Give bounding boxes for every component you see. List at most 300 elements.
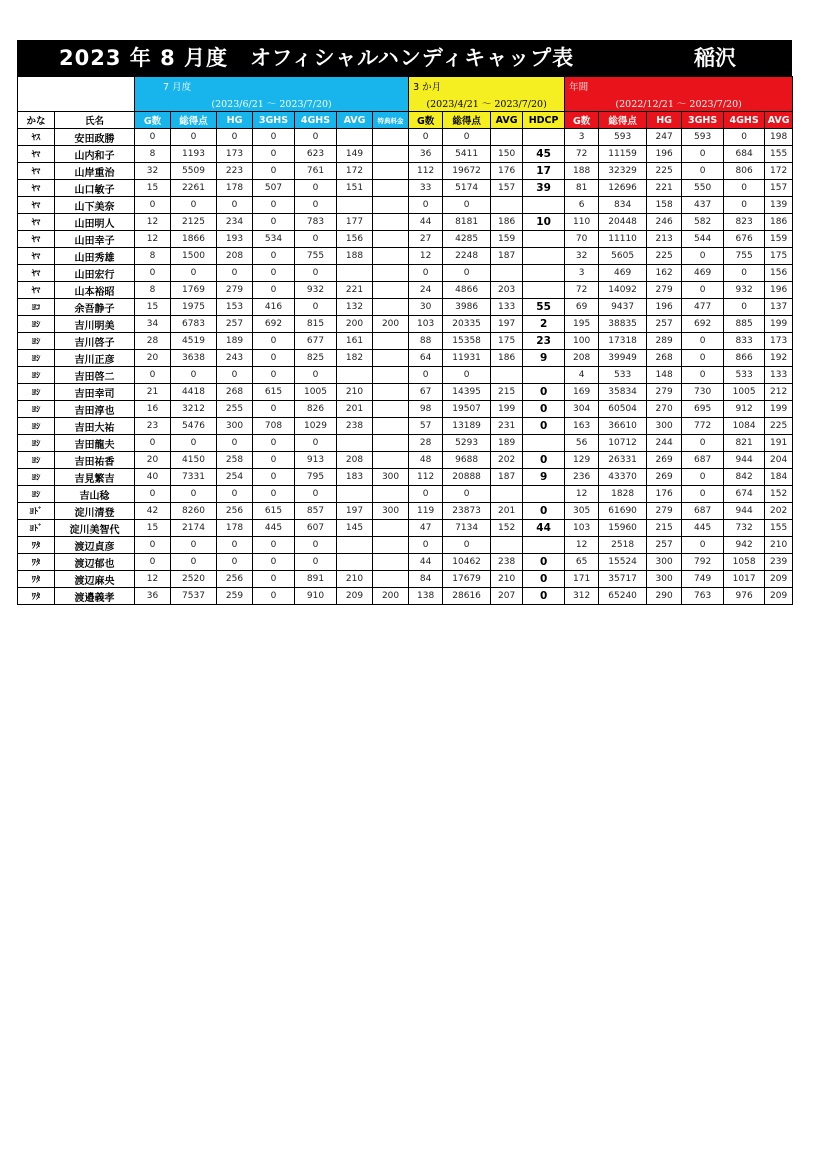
yearly-3ghs-cell: 0 (682, 486, 724, 503)
col-header-monthly-bonus: 特典料金 (373, 112, 409, 129)
yearly-avg-cell: 137 (765, 299, 793, 316)
yearly-avg-cell: 133 (765, 367, 793, 384)
monthly-4ghs-cell: 0 (295, 180, 337, 197)
three-month-hdcp-cell (523, 367, 565, 384)
member-name: 淀川美智代 (55, 520, 135, 537)
monthly-games-cell: 0 (135, 129, 171, 146)
three-month-games-cell: 12 (409, 248, 443, 265)
table-row (18, 486, 793, 503)
monthly-avg-cell: 145 (337, 520, 373, 537)
monthly-4ghs-cell: 677 (295, 333, 337, 350)
three-month-games-cell: 33 (409, 180, 443, 197)
yearly-4ghs-cell: 1058 (724, 554, 765, 571)
monthly-4ghs-cell: 795 (295, 469, 337, 486)
member-name: 吉山稔 (55, 486, 135, 503)
yearly-total-cell: 60504 (599, 401, 647, 418)
monthly-bonus-cell (373, 384, 409, 401)
monthly-avg-cell: 183 (337, 469, 373, 486)
monthly-3ghs-cell: 0 (253, 248, 295, 265)
three-month-games-cell: 64 (409, 350, 443, 367)
monthly-games-cell: 12 (135, 231, 171, 248)
kana-cell: ﾔｽ (18, 129, 55, 146)
yearly-total-cell: 14092 (599, 282, 647, 299)
monthly-3ghs-cell: 615 (253, 503, 295, 520)
three-month-total-cell: 28616 (443, 588, 491, 605)
yearly-avg-cell: 225 (765, 418, 793, 435)
monthly-3ghs-cell: 0 (253, 282, 295, 299)
yearly-avg-cell: 209 (765, 571, 793, 588)
yearly-3ghs-cell: 469 (682, 265, 724, 282)
monthly-total-cell: 2520 (171, 571, 217, 588)
three-month-games-cell: 112 (409, 163, 443, 180)
yearly-hg-cell: 300 (647, 418, 682, 435)
monthly-bonus-cell (373, 452, 409, 469)
yearly-4ghs-cell: 0 (724, 299, 765, 316)
yearly-hg-cell: 162 (647, 265, 682, 282)
table-row (18, 554, 793, 571)
yearly-hg-cell: 269 (647, 452, 682, 469)
kana-cell: ﾜﾀ (18, 554, 55, 571)
three-month-games-cell: 84 (409, 571, 443, 588)
monthly-bonus-cell: 200 (373, 316, 409, 333)
table-row (18, 265, 793, 282)
yearly-games-cell: 129 (565, 452, 599, 469)
yearly-total-cell: 1828 (599, 486, 647, 503)
monthly-period: (2023/6/21 ～ 2023/7/20) (135, 94, 409, 112)
member-name: 山内和子 (55, 146, 135, 163)
monthly-bonus-cell (373, 571, 409, 588)
kana-cell: ﾔﾏ (18, 146, 55, 163)
yearly-hg-cell: 246 (647, 214, 682, 231)
yearly-games-cell: 171 (565, 571, 599, 588)
three-month-avg-cell: 197 (491, 316, 523, 333)
table-row (18, 248, 793, 265)
monthly-games-cell: 8 (135, 146, 171, 163)
yearly-hg-cell: 158 (647, 197, 682, 214)
yearly-hg-cell: 221 (647, 180, 682, 197)
monthly-games-cell: 0 (135, 537, 171, 554)
monthly-total-cell: 5476 (171, 418, 217, 435)
yearly-hg-cell: 257 (647, 537, 682, 554)
table-row (18, 350, 793, 367)
member-name: 吉川明美 (55, 316, 135, 333)
three-month-games-cell: 103 (409, 316, 443, 333)
three-month-avg-cell: 157 (491, 180, 523, 197)
yearly-3ghs-cell: 0 (682, 248, 724, 265)
three-month-total-cell: 14395 (443, 384, 491, 401)
monthly-games-cell: 8 (135, 282, 171, 299)
monthly-4ghs-cell: 0 (295, 265, 337, 282)
yearly-games-cell: 305 (565, 503, 599, 520)
yearly-3ghs-cell: 0 (682, 435, 724, 452)
monthly-hg-cell: 0 (217, 554, 253, 571)
member-name: 渡辺貞彦 (55, 537, 135, 554)
yearly-games-cell: 163 (565, 418, 599, 435)
three-month-hdcp-cell (523, 486, 565, 503)
member-name: 山本裕昭 (55, 282, 135, 299)
table-row (18, 571, 793, 588)
monthly-hg-cell: 268 (217, 384, 253, 401)
three-month-total-cell: 3986 (443, 299, 491, 316)
table-row (18, 129, 793, 146)
yearly-total-cell: 20448 (599, 214, 647, 231)
table-row (18, 588, 793, 605)
yearly-3ghs-cell: 749 (682, 571, 724, 588)
page-title: 2023 年 8 月度 オフィシャルハンディキャップ表 (59, 46, 575, 70)
table-row (18, 146, 793, 163)
monthly-3ghs-cell: 0 (253, 554, 295, 571)
yearly-games-cell: 3 (565, 129, 599, 146)
yearly-total-cell: 533 (599, 367, 647, 384)
monthly-4ghs-cell: 0 (295, 367, 337, 384)
three-month-hdcp-cell: 0 (523, 401, 565, 418)
kana-cell: ﾖｺ (18, 299, 55, 316)
column-header-row (18, 112, 793, 129)
yearly-4ghs-cell: 944 (724, 452, 765, 469)
yearly-games-cell: 69 (565, 299, 599, 316)
col-header-yearly-total: 総得点 (599, 112, 647, 129)
table-row (18, 452, 793, 469)
monthly-total-cell: 7331 (171, 469, 217, 486)
monthly-bonus-cell (373, 163, 409, 180)
location-label: 稲沢 (694, 46, 736, 70)
yearly-4ghs-cell: 942 (724, 537, 765, 554)
yearly-hg-cell: 247 (647, 129, 682, 146)
three-month-games-cell: 112 (409, 469, 443, 486)
col-header-yearly-avg: AVG (765, 112, 793, 129)
monthly-4ghs-cell: 826 (295, 401, 337, 418)
three-month-avg-cell (491, 486, 523, 503)
monthly-4ghs-cell: 910 (295, 588, 337, 605)
kana-cell: ﾔﾏ (18, 231, 55, 248)
three-month-total-cell: 0 (443, 367, 491, 384)
yearly-avg-cell: 199 (765, 401, 793, 418)
monthly-avg-cell: 188 (337, 248, 373, 265)
monthly-avg-cell: 210 (337, 384, 373, 401)
three-month-total-cell: 7134 (443, 520, 491, 537)
monthly-games-cell: 36 (135, 588, 171, 605)
monthly-4ghs-cell: 623 (295, 146, 337, 163)
yearly-hg-cell: 270 (647, 401, 682, 418)
yearly-3ghs-cell: 695 (682, 401, 724, 418)
yearly-total-cell: 11110 (599, 231, 647, 248)
monthly-avg-cell (337, 537, 373, 554)
three-month-avg-cell: 186 (491, 350, 523, 367)
three-month-total-cell: 0 (443, 265, 491, 282)
three-month-avg-cell: 186 (491, 214, 523, 231)
yearly-total-cell: 5605 (599, 248, 647, 265)
table-row (18, 384, 793, 401)
table-row (18, 418, 793, 435)
kana-cell: ﾔﾏ (18, 163, 55, 180)
title-bar (17, 40, 792, 76)
monthly-avg-cell (337, 367, 373, 384)
kana-cell: ﾔﾏ (18, 180, 55, 197)
member-name: 安田政勝 (55, 129, 135, 146)
monthly-hg-cell: 189 (217, 333, 253, 350)
yearly-3ghs-cell: 772 (682, 418, 724, 435)
three-month-total-cell: 4866 (443, 282, 491, 299)
monthly-avg-cell: 149 (337, 146, 373, 163)
monthly-hg-cell: 0 (217, 129, 253, 146)
monthly-hg-cell: 193 (217, 231, 253, 248)
member-name: 渡邉義孝 (55, 588, 135, 605)
monthly-4ghs-cell: 0 (295, 197, 337, 214)
yearly-4ghs-cell: 866 (724, 350, 765, 367)
monthly-games-cell: 20 (135, 350, 171, 367)
member-name: 吉田啓二 (55, 367, 135, 384)
member-name: 山田幸子 (55, 231, 135, 248)
monthly-games-cell: 12 (135, 214, 171, 231)
yearly-4ghs-cell: 0 (724, 180, 765, 197)
yearly-total-cell: 11159 (599, 146, 647, 163)
monthly-total-cell: 4150 (171, 452, 217, 469)
kana-cell: ﾔﾏ (18, 265, 55, 282)
monthly-3ghs-cell: 507 (253, 180, 295, 197)
monthly-total-cell: 0 (171, 265, 217, 282)
monthly-4ghs-cell: 783 (295, 214, 337, 231)
three-month-hdcp-cell: 2 (523, 316, 565, 333)
three-month-avg-cell: 152 (491, 520, 523, 537)
monthly-total-cell: 7537 (171, 588, 217, 605)
three-month-avg-cell (491, 367, 523, 384)
three-month-total-cell: 8181 (443, 214, 491, 231)
kana-cell: ﾔﾏ (18, 214, 55, 231)
yearly-avg-cell: 196 (765, 282, 793, 299)
monthly-avg-cell: 209 (337, 588, 373, 605)
three-month-avg-cell: 176 (491, 163, 523, 180)
yearly-4ghs-cell: 912 (724, 401, 765, 418)
monthly-hg-cell: 258 (217, 452, 253, 469)
yearly-3ghs-cell: 0 (682, 146, 724, 163)
yearly-3ghs-cell: 0 (682, 367, 724, 384)
yearly-hg-cell: 196 (647, 146, 682, 163)
monthly-total-cell: 1866 (171, 231, 217, 248)
yearly-hg-cell: 213 (647, 231, 682, 248)
yearly-games-cell: 6 (565, 197, 599, 214)
monthly-avg-cell: 161 (337, 333, 373, 350)
monthly-games-cell: 21 (135, 384, 171, 401)
three-month-avg-cell: 187 (491, 248, 523, 265)
monthly-hg-cell: 259 (217, 588, 253, 605)
three-month-games-cell: 36 (409, 146, 443, 163)
three-month-avg-cell: 175 (491, 333, 523, 350)
col-header-kana: かな (18, 112, 55, 129)
monthly-bonus-cell (373, 248, 409, 265)
three-month-hdcp-cell (523, 265, 565, 282)
monthly-3ghs-cell: 0 (253, 452, 295, 469)
three-month-section-label: 3 か月 (409, 77, 565, 95)
three-month-avg-cell: 202 (491, 452, 523, 469)
table-row (18, 520, 793, 537)
yearly-games-cell: 70 (565, 231, 599, 248)
yearly-games-cell: 100 (565, 333, 599, 350)
section-label-row (18, 77, 793, 95)
three-month-total-cell: 0 (443, 486, 491, 503)
monthly-avg-cell: 182 (337, 350, 373, 367)
monthly-bonus-cell (373, 129, 409, 146)
yearly-games-cell: 56 (565, 435, 599, 452)
yearly-3ghs-cell: 593 (682, 129, 724, 146)
yearly-hg-cell: 289 (647, 333, 682, 350)
yearly-avg-cell: 202 (765, 503, 793, 520)
monthly-games-cell: 0 (135, 554, 171, 571)
yearly-total-cell: 38835 (599, 316, 647, 333)
monthly-bonus-cell (373, 367, 409, 384)
monthly-hg-cell: 257 (217, 316, 253, 333)
monthly-bonus-cell (373, 418, 409, 435)
yearly-avg-cell: 159 (765, 231, 793, 248)
col-header-3m-games: G数 (409, 112, 443, 129)
col-header-name: 氏名 (55, 112, 135, 129)
three-month-avg-cell (491, 265, 523, 282)
yearly-total-cell: 36610 (599, 418, 647, 435)
member-name: 余吾静子 (55, 299, 135, 316)
yearly-hg-cell: 244 (647, 435, 682, 452)
monthly-bonus-cell: 300 (373, 503, 409, 520)
three-month-games-cell: 0 (409, 537, 443, 554)
three-month-games-cell: 47 (409, 520, 443, 537)
yearly-hg-cell: 176 (647, 486, 682, 503)
three-month-total-cell: 2248 (443, 248, 491, 265)
monthly-bonus-cell (373, 537, 409, 554)
monthly-total-cell: 0 (171, 537, 217, 554)
monthly-4ghs-cell: 857 (295, 503, 337, 520)
three-month-games-cell: 48 (409, 452, 443, 469)
yearly-games-cell: 195 (565, 316, 599, 333)
table-row (18, 180, 793, 197)
three-month-games-cell: 0 (409, 486, 443, 503)
three-month-avg-cell (491, 129, 523, 146)
monthly-3ghs-cell: 0 (253, 435, 295, 452)
monthly-4ghs-cell: 0 (295, 435, 337, 452)
table-row (18, 299, 793, 316)
monthly-hg-cell: 300 (217, 418, 253, 435)
yearly-avg-cell: 239 (765, 554, 793, 571)
table-row (18, 163, 793, 180)
yearly-games-cell: 81 (565, 180, 599, 197)
yearly-total-cell: 32329 (599, 163, 647, 180)
member-name: 吉川啓子 (55, 333, 135, 350)
col-header-yearly-games: G数 (565, 112, 599, 129)
monthly-total-cell: 1769 (171, 282, 217, 299)
yearly-hg-cell: 300 (647, 571, 682, 588)
three-month-total-cell: 23873 (443, 503, 491, 520)
monthly-hg-cell: 178 (217, 180, 253, 197)
kana-cell: ﾜﾀ (18, 537, 55, 554)
member-name: 山口敏子 (55, 180, 135, 197)
table-row (18, 333, 793, 350)
three-month-avg-cell: 199 (491, 401, 523, 418)
monthly-4ghs-cell: 0 (295, 231, 337, 248)
yearly-3ghs-cell: 0 (682, 537, 724, 554)
monthly-hg-cell: 173 (217, 146, 253, 163)
monthly-games-cell: 15 (135, 520, 171, 537)
yearly-games-cell: 103 (565, 520, 599, 537)
kana-cell: ﾖｼ (18, 350, 55, 367)
yearly-4ghs-cell: 0 (724, 265, 765, 282)
monthly-hg-cell: 256 (217, 571, 253, 588)
three-month-hdcp-cell: 23 (523, 333, 565, 350)
monthly-3ghs-cell: 0 (253, 214, 295, 231)
three-month-total-cell: 5293 (443, 435, 491, 452)
three-month-total-cell: 19672 (443, 163, 491, 180)
monthly-avg-cell: 208 (337, 452, 373, 469)
yearly-4ghs-cell: 932 (724, 282, 765, 299)
three-month-hdcp-cell: 0 (523, 554, 565, 571)
monthly-hg-cell: 256 (217, 503, 253, 520)
yearly-3ghs-cell: 730 (682, 384, 724, 401)
monthly-avg-cell (337, 554, 373, 571)
monthly-hg-cell: 0 (217, 435, 253, 452)
yearly-3ghs-cell: 0 (682, 282, 724, 299)
yearly-4ghs-cell: 0 (724, 197, 765, 214)
yearly-total-cell: 12696 (599, 180, 647, 197)
yearly-hg-cell: 196 (647, 299, 682, 316)
yearly-4ghs-cell: 821 (724, 435, 765, 452)
monthly-3ghs-cell: 0 (253, 588, 295, 605)
three-month-games-cell: 44 (409, 214, 443, 231)
monthly-3ghs-cell: 0 (253, 367, 295, 384)
yearly-3ghs-cell: 0 (682, 469, 724, 486)
monthly-3ghs-cell: 0 (253, 163, 295, 180)
monthly-hg-cell: 223 (217, 163, 253, 180)
kana-cell: ﾖﾄﾞ (18, 520, 55, 537)
monthly-total-cell: 0 (171, 554, 217, 571)
monthly-hg-cell: 234 (217, 214, 253, 231)
three-month-hdcp-cell: 10 (523, 214, 565, 231)
monthly-total-cell: 3638 (171, 350, 217, 367)
three-month-hdcp-cell (523, 248, 565, 265)
three-month-hdcp-cell: 0 (523, 588, 565, 605)
three-month-total-cell: 13189 (443, 418, 491, 435)
yearly-games-cell: 72 (565, 146, 599, 163)
monthly-4ghs-cell: 1005 (295, 384, 337, 401)
yearly-total-cell: 593 (599, 129, 647, 146)
monthly-hg-cell: 254 (217, 469, 253, 486)
monthly-3ghs-cell: 0 (253, 265, 295, 282)
monthly-games-cell: 0 (135, 265, 171, 282)
yearly-4ghs-cell: 823 (724, 214, 765, 231)
yearly-games-cell: 188 (565, 163, 599, 180)
monthly-total-cell: 0 (171, 486, 217, 503)
three-month-games-cell: 24 (409, 282, 443, 299)
monthly-hg-cell: 0 (217, 486, 253, 503)
three-month-avg-cell: 150 (491, 146, 523, 163)
monthly-games-cell: 0 (135, 367, 171, 384)
monthly-4ghs-cell: 0 (295, 554, 337, 571)
three-month-games-cell: 44 (409, 554, 443, 571)
monthly-games-cell: 0 (135, 486, 171, 503)
three-month-avg-cell: 231 (491, 418, 523, 435)
monthly-bonus-cell (373, 554, 409, 571)
monthly-avg-cell (337, 265, 373, 282)
three-month-hdcp-cell: 0 (523, 384, 565, 401)
yearly-games-cell: 4 (565, 367, 599, 384)
kana-cell: ﾖｼ (18, 435, 55, 452)
member-name: 山岸重治 (55, 163, 135, 180)
monthly-avg-cell: 197 (337, 503, 373, 520)
yearly-total-cell: 35717 (599, 571, 647, 588)
yearly-avg-cell: 198 (765, 129, 793, 146)
monthly-hg-cell: 0 (217, 197, 253, 214)
yearly-avg-cell: 173 (765, 333, 793, 350)
monthly-3ghs-cell: 692 (253, 316, 295, 333)
monthly-total-cell: 2125 (171, 214, 217, 231)
three-month-hdcp-cell: 0 (523, 503, 565, 520)
yearly-4ghs-cell: 674 (724, 486, 765, 503)
three-month-total-cell: 4285 (443, 231, 491, 248)
